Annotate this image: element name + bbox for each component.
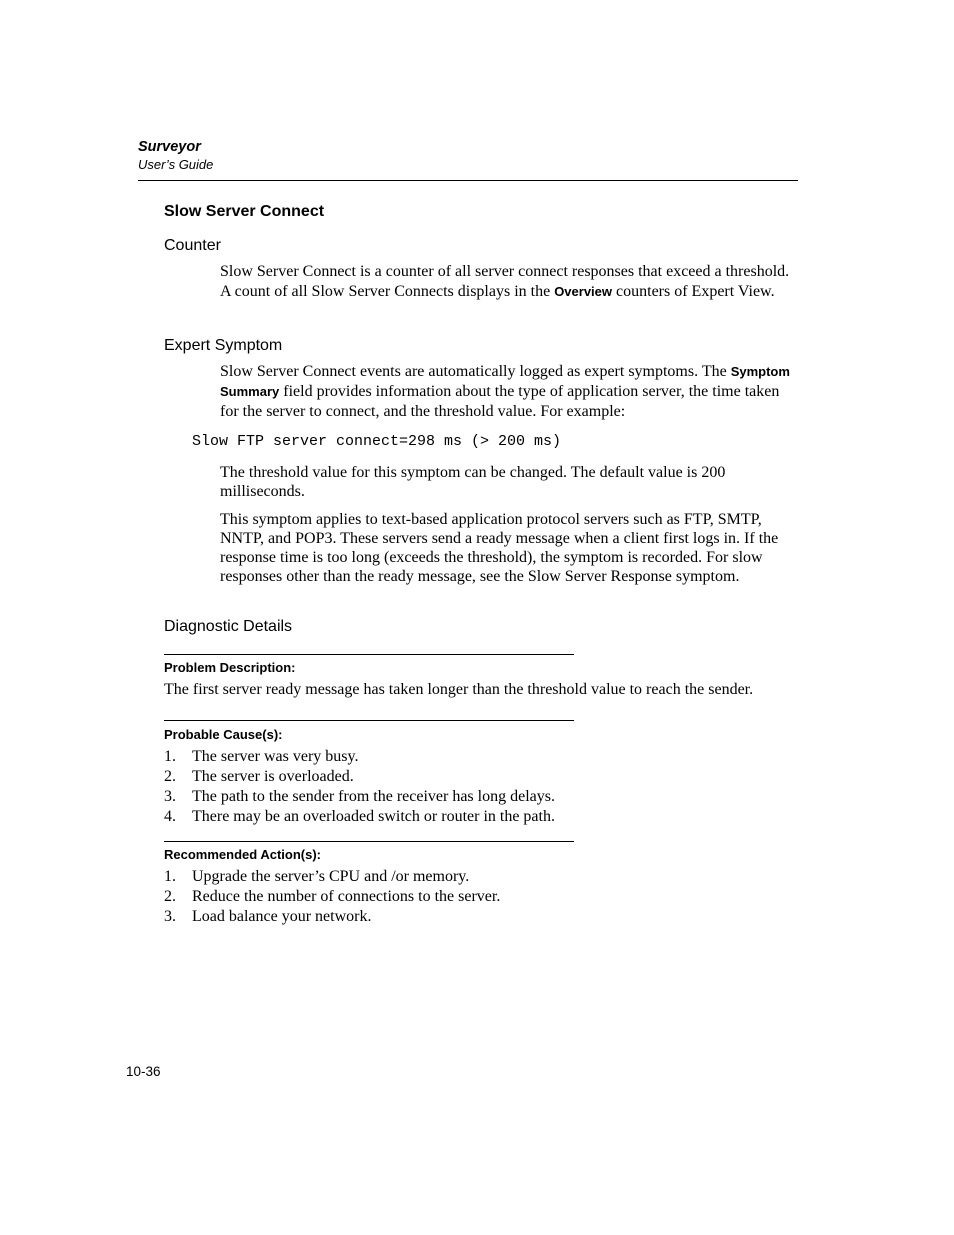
list-number: 2. bbox=[164, 768, 176, 785]
list-item bbox=[164, 787, 555, 807]
counter-text-1: Slow Server Connect is a counter of all server connect responses that exceed a threshold. A count of all Slow Server Connects displays in the bbox=[220, 263, 790, 300]
applies-paragraph: This symptom applies to text-based application protocol servers such as FTP, SMTP, NNTP, and POP3. These servers send a ready message when a client first logs in. If the response time is too long (exceeds the threshold), the symptom is recorded. For slow responses other than the ready message, see the Slow Server Response symptom. bbox=[220, 511, 779, 585]
page-number: 10-36 bbox=[126, 1064, 161, 1079]
problem-label: Problem Description: bbox=[164, 660, 296, 675]
list-item bbox=[164, 907, 500, 927]
list-text: The path to the sender from the receiver has long delays. bbox=[192, 788, 555, 805]
expert-text-1: Slow Server Connect events are automatically logged as expert symptoms. The bbox=[220, 363, 731, 380]
list-text: The server was very busy. bbox=[192, 748, 359, 765]
list-number: 2. bbox=[164, 888, 176, 905]
list-item bbox=[164, 867, 500, 887]
problem-divider bbox=[164, 654, 574, 655]
running-header-subtitle: User’s Guide bbox=[138, 157, 214, 172]
list-text: The server is overloaded. bbox=[192, 768, 354, 785]
list-number: 1. bbox=[164, 748, 176, 765]
causes-list bbox=[164, 747, 555, 827]
list-item bbox=[164, 767, 555, 787]
expert-symptom-paragraph bbox=[220, 362, 800, 422]
threshold-paragraph: The threshold value for this symptom can be changed. The default value is 200 milliseconds. bbox=[220, 464, 726, 500]
actions-list bbox=[164, 867, 500, 927]
expert-text-2: field provides information about the type of application server, the time taken for the server to connect, and the threshold value. For example: bbox=[220, 383, 780, 420]
list-text: Load balance your network. bbox=[192, 908, 372, 925]
code-example: Slow FTP server connect=298 ms (> 200 ms) bbox=[192, 433, 562, 450]
list-number: 1. bbox=[164, 868, 176, 885]
header-divider bbox=[138, 180, 798, 181]
symptom-summary-term: Symptom Summary bbox=[220, 364, 790, 399]
diagnostic-heading: Diagnostic Details bbox=[164, 618, 293, 635]
running-header-title: Surveyor bbox=[138, 139, 201, 155]
list-item bbox=[164, 887, 500, 907]
list-text: There may be an overloaded switch or router in the path. bbox=[192, 808, 555, 825]
counter-text-2: counters of Expert View. bbox=[612, 283, 775, 300]
list-text: Reduce the number of connections to the server. bbox=[192, 888, 501, 905]
causes-label: Probable Cause(s): bbox=[164, 727, 283, 742]
list-text: Upgrade the server’s CPU and /or memory. bbox=[192, 868, 470, 885]
counter-heading: Counter bbox=[164, 237, 221, 254]
problem-text: The first server ready message has taken longer than the threshold value to reach the sender. bbox=[164, 681, 754, 698]
list-item bbox=[164, 807, 555, 827]
list-number: 3. bbox=[164, 908, 176, 925]
list-number: 3. bbox=[164, 788, 176, 805]
list-number: 4. bbox=[164, 808, 176, 825]
causes-divider bbox=[164, 720, 574, 721]
counter-paragraph bbox=[220, 262, 800, 302]
expert-symptom-heading: Expert Symptom bbox=[164, 337, 283, 354]
section-title: Slow Server Connect bbox=[164, 203, 325, 220]
list-item bbox=[164, 747, 555, 767]
actions-divider bbox=[164, 841, 574, 842]
overview-term: Overview bbox=[554, 284, 613, 299]
actions-label: Recommended Action(s): bbox=[164, 847, 321, 862]
